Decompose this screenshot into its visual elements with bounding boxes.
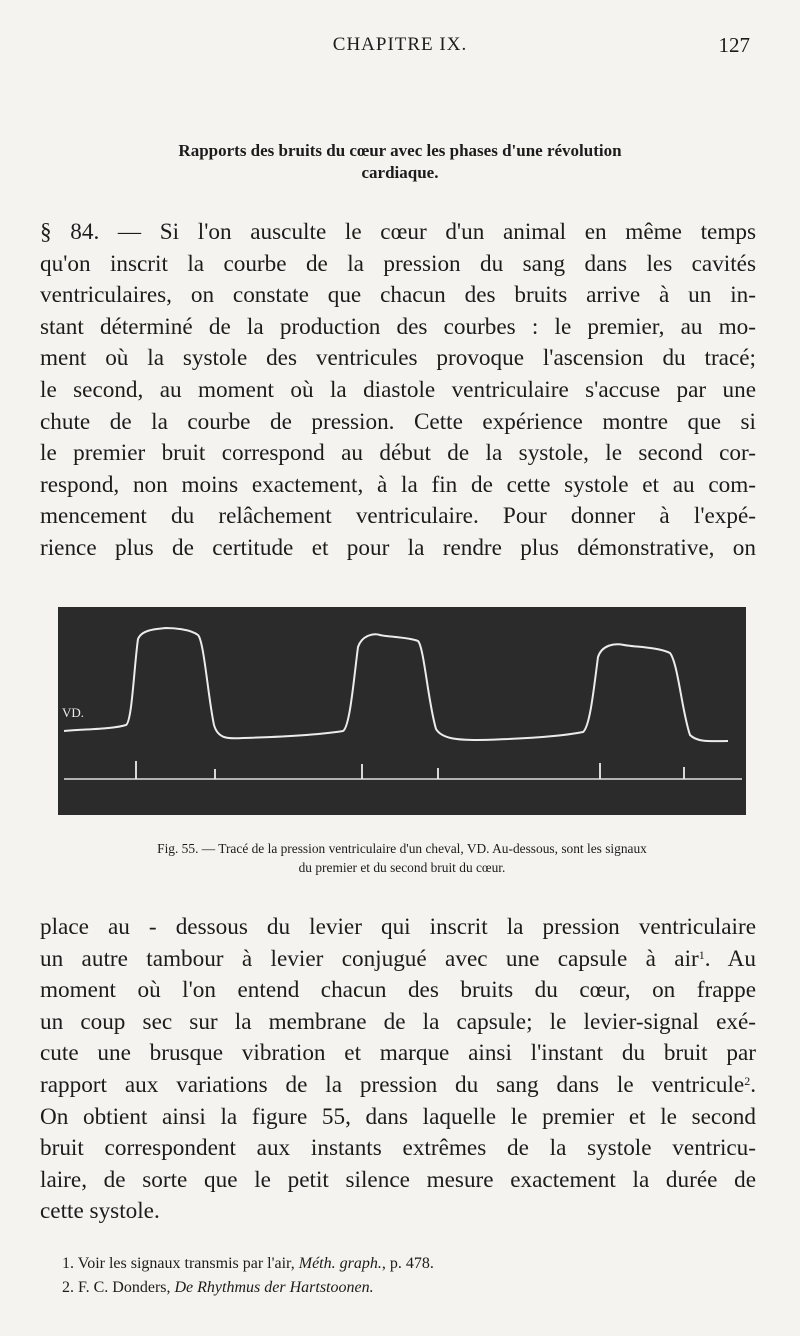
figure-55-pressure-trace — [58, 607, 746, 815]
section-heading — [50, 140, 750, 184]
text-line: cute une brusque vibration et marque ainsi l'instant du bruit par — [40, 1040, 756, 1067]
footnote-title: De Rhythmus der Hartstoonen. — [174, 1279, 374, 1296]
footnotes — [62, 1252, 762, 1300]
text-line-with-note: rapport aux variations de la pression du sang dans le ventricule$^2$. — [40, 1071, 756, 1098]
footnote-text: , p. 478. — [381, 1255, 434, 1272]
text-fragment: Au — [727, 945, 756, 972]
text-line-with-note: un autre tambour à levier conjugué avec une capsule à air$^1$. Au — [40, 945, 756, 972]
running-header-chapter: CHAPITRE IX. — [332, 34, 468, 55]
section-heading-line-2: cardiaque. — [361, 163, 439, 182]
footnote-ref-2: 2 — [744, 1073, 751, 1088]
text-line: qu'on inscrit la courbe de la pression du sang dans les cavités — [40, 250, 756, 277]
footnote-text: 1. Voir les signaux transmis par l'air, — [62, 1255, 295, 1272]
paragraph-84 — [40, 217, 756, 565]
text-line: laire, de sorte que le petit silence mesure exactement la durée de — [40, 1166, 756, 1193]
text-line: le premier bruit correspond au début de la systole, le second cor- — [40, 440, 756, 467]
paragraph-continuation — [40, 912, 756, 1228]
footnote-title: Méth. graph. — [298, 1255, 382, 1272]
caption-line-1: Fig. 55. — Tracé de la pression ventriculaire d'un cheval, VD. Au-dessous, sont les signaux — [157, 841, 647, 856]
text-line: On obtient ainsi la figure 55, dans laquelle le premier et le second — [40, 1103, 756, 1130]
text-line: § 84. — Si l'on ausculte le cœur d'un animal en même temps — [40, 219, 756, 245]
text-line: ventriculaires, on constate que chacun des bruits arrive à un in- — [40, 282, 756, 309]
text-fragment: un autre tambour à levier conjugué avec une capsule à air — [40, 945, 699, 972]
text-line: bruit correspondent aux instants extrêmes de la systole ventricu- — [40, 1135, 756, 1162]
text-line: moment où l'on entend chacun des bruits du cœur, on frappe — [40, 977, 756, 1004]
footnote-ref-1: 1 — [698, 947, 705, 962]
page-number: 127 — [718, 33, 750, 57]
text-line: chute de la courbe de pression. Cette expérience montre que si — [40, 408, 756, 435]
text-line: cette systole. — [40, 1198, 160, 1225]
pressure-trace-svg — [58, 607, 746, 815]
text-line: le second, au moment où la diastole ventriculaire s'accuse par une — [40, 376, 756, 403]
text-line: mencement du relâchement ventriculaire. Pour donner à l'expé- — [40, 503, 756, 530]
text-line: place au - dessous du levier qui inscrit la pression ventriculaire — [40, 914, 756, 940]
text-line: ment où la systole des ventricules provoque l'ascension du tracé; — [40, 345, 756, 372]
caption-line-2: du premier et du second bruit du cœur. — [298, 860, 506, 875]
footnote-text: 2. F. C. Donders, — [62, 1279, 171, 1296]
trace-label-vd: VD. — [62, 705, 85, 720]
text-line: stant déterminé de la production des courbes : le premier, au mo- — [40, 313, 756, 340]
section-heading-line-1: Rapports des bruits du cœur avec les phases d'une révolution — [178, 141, 622, 160]
figure-caption — [62, 839, 742, 877]
text-line: respond, non moins exactement, à la fin de cette systole et au com- — [40, 471, 756, 498]
footnote-1 — [62, 1252, 762, 1276]
text-line: un coup sec sur la membrane de la capsule; le levier-signal exé- — [40, 1008, 756, 1035]
text-fragment: rapport aux variations de la pression du sang dans le ventricule — [40, 1071, 745, 1098]
text-line: rience plus de certitude et pour la rendre plus démonstrative, on — [40, 534, 756, 561]
footnote-2 — [62, 1276, 762, 1300]
